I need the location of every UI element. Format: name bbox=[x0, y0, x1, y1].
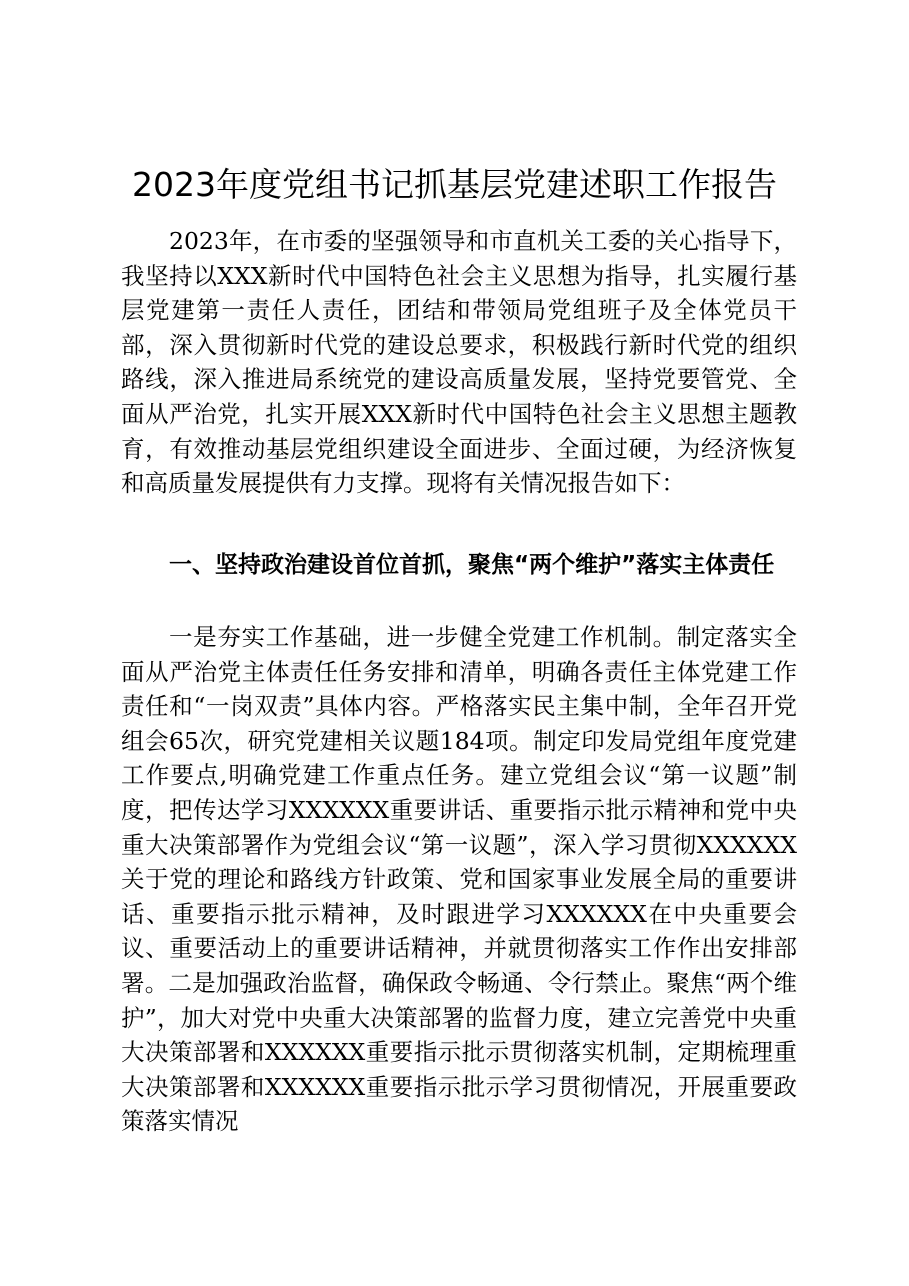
section-1-heading-block bbox=[121, 548, 797, 583]
section-1-heading: 一、坚持政治建设首位首抓，聚焦“两个维护”落实主体责任 bbox=[169, 552, 775, 578]
document-title: 2023年度党组书记抓基层党建述职工作报告 bbox=[132, 165, 777, 204]
intro-block bbox=[121, 224, 797, 501]
section-1-body-block bbox=[121, 620, 797, 1139]
section-1-paragraph: 一是夯实工作基础，进一步健全党建工作机制。制定落实全面从严治党主体责任任务安排和清单，明确各责任主体党建工作责任和“一岗双责”具体内容。严格落实民主集中制，全年召开党组会65次，研究党建相关议题184项。制定印发局党组年度党建工作要点,明确党建工作重点任务。建立党组会议“第一议题”制度，把传达学习XXXXXX重要讲话、重要指示批示精神和党中央重大决策部署作为党组会议“第一议题”，深入学习贯彻XXXXXX关于党的理论和路线方针政策、党和国家事业发展全局的重要讲话、重要指示批示精神，及时跟进学习XXXXXX在中央重要会议、重要活动上的重要讲话精神，并就贯彻落实工作作出安排部署。二是加强政治监督，确保政令畅通、令行禁止。聚焦“两个维护”，加大对党中央重大决策部署的监督力度，建立完善党中央重大决策部署和XXXXXX重要指示批示贯彻落实机制，定期梳理重大决策部署和XXXXXX重要指示批示学习贯彻情况，开展重要政策落实情况 bbox=[121, 623, 797, 1136]
intro-paragraph: 2023年，在市委的坚强领导和市直机关工委的关心指导下，我坚持以XXX新时代中国特色社会主义思想为指导，扎实履行基层党建第一责任人责任，团结和带领局党组班子及全体党员干部，深入贯彻新时代党的建设总要求，积极践行新时代党的组织路线，深入推进局系统党的建设高质量发展，坚持党要管党、全面从严治党，扎实开展XXX新时代中国特色社会主义思想主题教育，有效推动基层党组织建设全面进步、全面过硬，为经济恢复和高质量发展提供有力支撑。现将有关情况报告如下： bbox=[121, 227, 797, 498]
